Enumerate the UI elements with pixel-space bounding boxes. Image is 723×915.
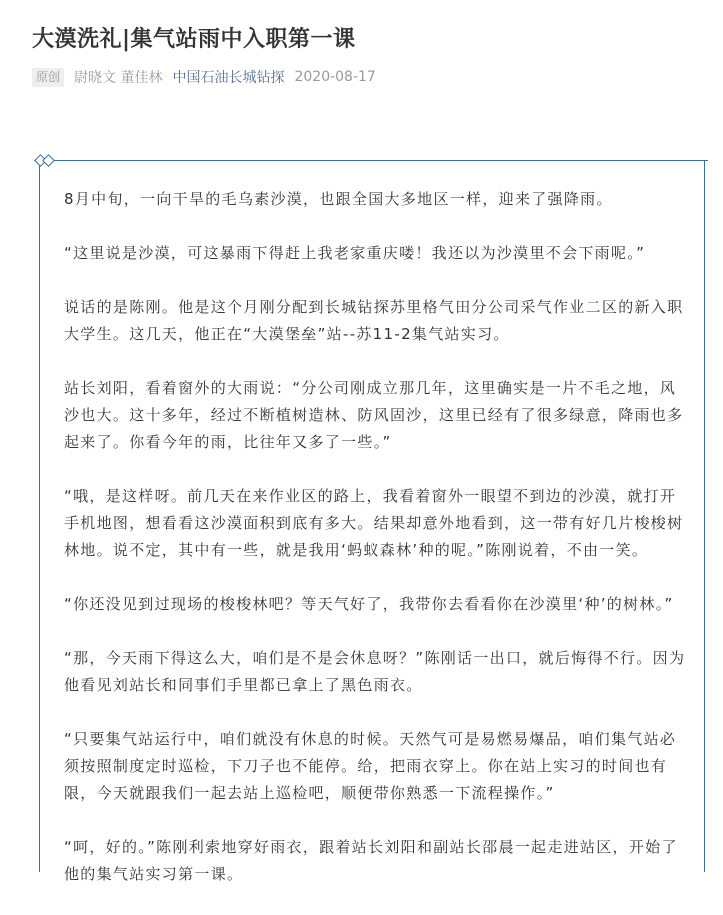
- article-authors: 尉晓文 董佳林: [74, 70, 163, 86]
- paragraph: 说话的是陈刚。他是这个月刚分配到长城钻探苏里格气田分公司采气作业二区的新入职大学生。这几天，他正在“大漠堡垒”站--苏11-2集气站实习。: [64, 298, 684, 343]
- paragraph: “那，今天雨下得这么大，咱们是不是会休息呀？”陈刚话一出口，就后悔得不行。因为他看见刘站长和同事们手里都已拿上了黑色雨衣。: [64, 649, 686, 694]
- frame-top-line: [34, 160, 708, 161]
- frame-right-line: [704, 160, 705, 872]
- article-meta: [32, 66, 376, 88]
- paragraph: “这里说是沙漠，可这暴雨下得赶上我老家重庆喽！我还以为沙漠里不会下雨呢。”: [64, 244, 646, 262]
- frame-left-line: [39, 165, 40, 872]
- paragraph: “哦，是这样呀。前几天在来作业区的路上，我看着窗外一眼望不到边的沙漠，就打开手机地图，想看看这沙漠面积到底有多大。结果却意外地看到，这一带有好几片梭梭树林地。说不定，其中有一些，就是我用‘蚂蚁森林’种的呢。”陈刚说着，不由一笑。: [64, 487, 684, 559]
- paragraph: 8月中旬，一向干旱的毛乌素沙漠，也跟全国大多地区一样，迎来了强降雨。: [64, 190, 613, 208]
- paragraph: “呵，好的。”陈刚利索地穿好雨衣，跟着站长刘阳和副站长邵晨一起走进站区，开始了他的集气站实习第一课。: [64, 838, 678, 883]
- article-body: [64, 186, 686, 915]
- paragraph: “只要集气站运行中，咱们就没有休息的时候。天然气可是易燃易爆品，咱们集气站必须按照制度定时巡检，下刀子也不能停。给，把雨衣穿上。你在站上实习的时间也有限，今天就跟我们一起去站上巡检吧，顺便带你熟悉一下流程操作。”: [64, 730, 677, 802]
- paragraph: “你还没见到过现场的梭梭林吧？等天气好了，我带你去看看你在沙漠里‘种’的树林。”: [64, 595, 674, 613]
- article-title: 大漠洗礼|集气站雨中入职第一课: [32, 27, 356, 52]
- paragraph: 站长刘阳，看着窗外的大雨说：“分公司刚成立那几年，这里确实是一片不毛之地，风沙也大。这十多年，经过不断植树造林、防风固沙，这里已经有了很多绿意，降雨也多起来了。你看今年的雨，比往年又多了一些。”: [64, 379, 684, 451]
- frame-diamond-right: [42, 154, 55, 167]
- original-badge: 原创: [32, 68, 64, 87]
- publish-date: 2020-08-17: [294, 69, 376, 85]
- account-name-link[interactable]: 中国石油长城钻探: [172, 70, 285, 86]
